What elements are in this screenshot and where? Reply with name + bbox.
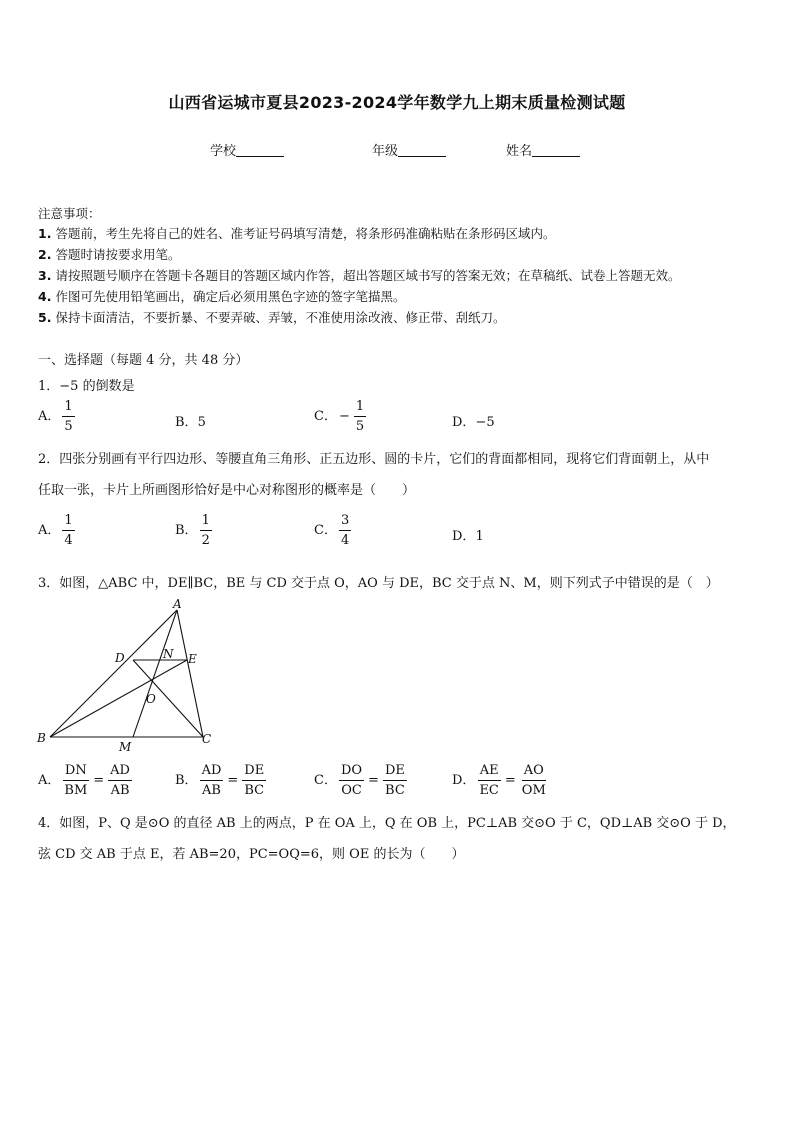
q1-option-a[interactable]: A． $\frac{1}{5}$ [38, 399, 73, 434]
notice-item [38, 224, 555, 242]
segment-cd [133, 660, 203, 737]
notice-item [38, 308, 505, 326]
q2-stem-line2: 任取一张，卡片上所画图形恰好是中心对称图形的概率是（ ） [38, 483, 416, 498]
notice-text: 请按照题号顺序在答题卡各题目的答题区域内作答，超出答题区域书写的答案无效；在草稿纸、试卷上答题无效。 [55, 268, 681, 283]
label-e: E [188, 652, 197, 666]
q2-option-d[interactable]: D．1 [452, 529, 484, 544]
label-d: D [115, 651, 125, 665]
notice-num: 1. [38, 226, 52, 241]
q1-option-d[interactable]: D．−5 [452, 415, 495, 430]
notice-num: 2. [38, 247, 52, 262]
notice-num: 3. [38, 268, 52, 283]
notice-item [38, 266, 680, 284]
q2-option-a[interactable]: A． $\frac{1}{4}$ [38, 513, 73, 548]
q4-stem-line1: 4．如图，P、Q 是⊙O 的直径 AB 上的两点，P 在 OA 上，Q 在 OB 上，PC⊥AB 交⊙O 于 C，QD⊥AB 交⊙O 于 D， [38, 816, 736, 831]
school-field [210, 140, 284, 159]
label-b: B [37, 731, 46, 745]
notice-text: 答题时请按要求用笔。 [55, 247, 181, 262]
q2-option-b[interactable]: B． $\frac{1}{2}$ [175, 513, 210, 548]
notice-item [38, 287, 405, 305]
name-blank[interactable] [532, 144, 580, 157]
name-field [506, 140, 580, 159]
notice-item [38, 245, 180, 263]
q3-option-d[interactable]: D． $\frac{AE}{EC}$ = $\frac{AO}{OM}$ [452, 763, 546, 798]
q1-stem: 1．−5 的倒数是 [38, 379, 135, 394]
notice-num: 4. [38, 289, 52, 304]
notice-heading: 注意事项： [38, 206, 101, 221]
section-heading: 一、选择题（每题 4 分，共 48 分） [38, 353, 249, 368]
label-n: N [163, 647, 174, 661]
q1-option-b[interactable]: B．5 [175, 415, 206, 430]
notice-text: 保持卡面清洁，不要折暴、不要弄破、弄皱，不准使用涂改液、修正带、刮纸刀。 [55, 310, 506, 325]
side-ac [177, 610, 203, 737]
side-ab [50, 610, 177, 737]
triangle-figure [30, 598, 230, 758]
school-blank[interactable] [236, 144, 284, 157]
q2-option-c[interactable]: C． $\frac{3}{4}$ [314, 513, 350, 548]
q3-option-c[interactable]: C． $\frac{DO}{OC}$ = $\frac{DE}{BC}$ [314, 763, 405, 798]
q2-stem-line1: 2．四张分别画有平行四边形、等腰直角三角形、正五边形、圆的卡片，它们的背面都相同，现将它们背面朝上，从中 [38, 452, 710, 467]
notice-text: 作图可先使用铅笔画出，确定后必须用黑色字迹的签字笔描黑。 [55, 289, 406, 304]
label-c: C [202, 732, 212, 746]
label-a: A [173, 598, 182, 611]
q4-stem-line2: 弦 CD 交 AB 于点 E，若 AB=20，PC=OQ=6，则 OE 的长为（ ） [38, 847, 465, 862]
notice-text: 答题前，考生先将自己的姓名、准考证号码填写清楚，将条形码准确粘贴在条形码区域内。 [55, 226, 556, 241]
label-o: O [146, 692, 156, 706]
grade-label: 年级 [372, 144, 399, 159]
label-m: M [119, 740, 132, 754]
grade-field [372, 140, 446, 159]
exam-title: 山西省运城市夏县2023-2024学年数学九上期末质量检测试题 [168, 93, 626, 112]
notice-num: 5. [38, 310, 52, 325]
name-label: 姓名 [506, 144, 533, 159]
q3-stem: 3．如图，△ABC 中，DE∥BC，BE 与 CD 交于点 O，AO 与 DE，BC 交于点 N、M，则下列式子中错误的是（ ） [38, 576, 719, 591]
q3-option-a[interactable]: A． $\frac{DN}{BM}$ = $\frac{AD}{AB}$ [38, 763, 130, 798]
q1-option-c[interactable]: C． − $\frac{1}{5}$ [314, 399, 365, 434]
segment-am [133, 610, 177, 737]
school-label: 学校 [210, 144, 237, 159]
grade-blank[interactable] [398, 144, 446, 157]
q3-option-b[interactable]: B． $\frac{AD}{AB}$ = $\frac{DE}{BC}$ [175, 763, 265, 798]
segment-be [50, 660, 187, 737]
